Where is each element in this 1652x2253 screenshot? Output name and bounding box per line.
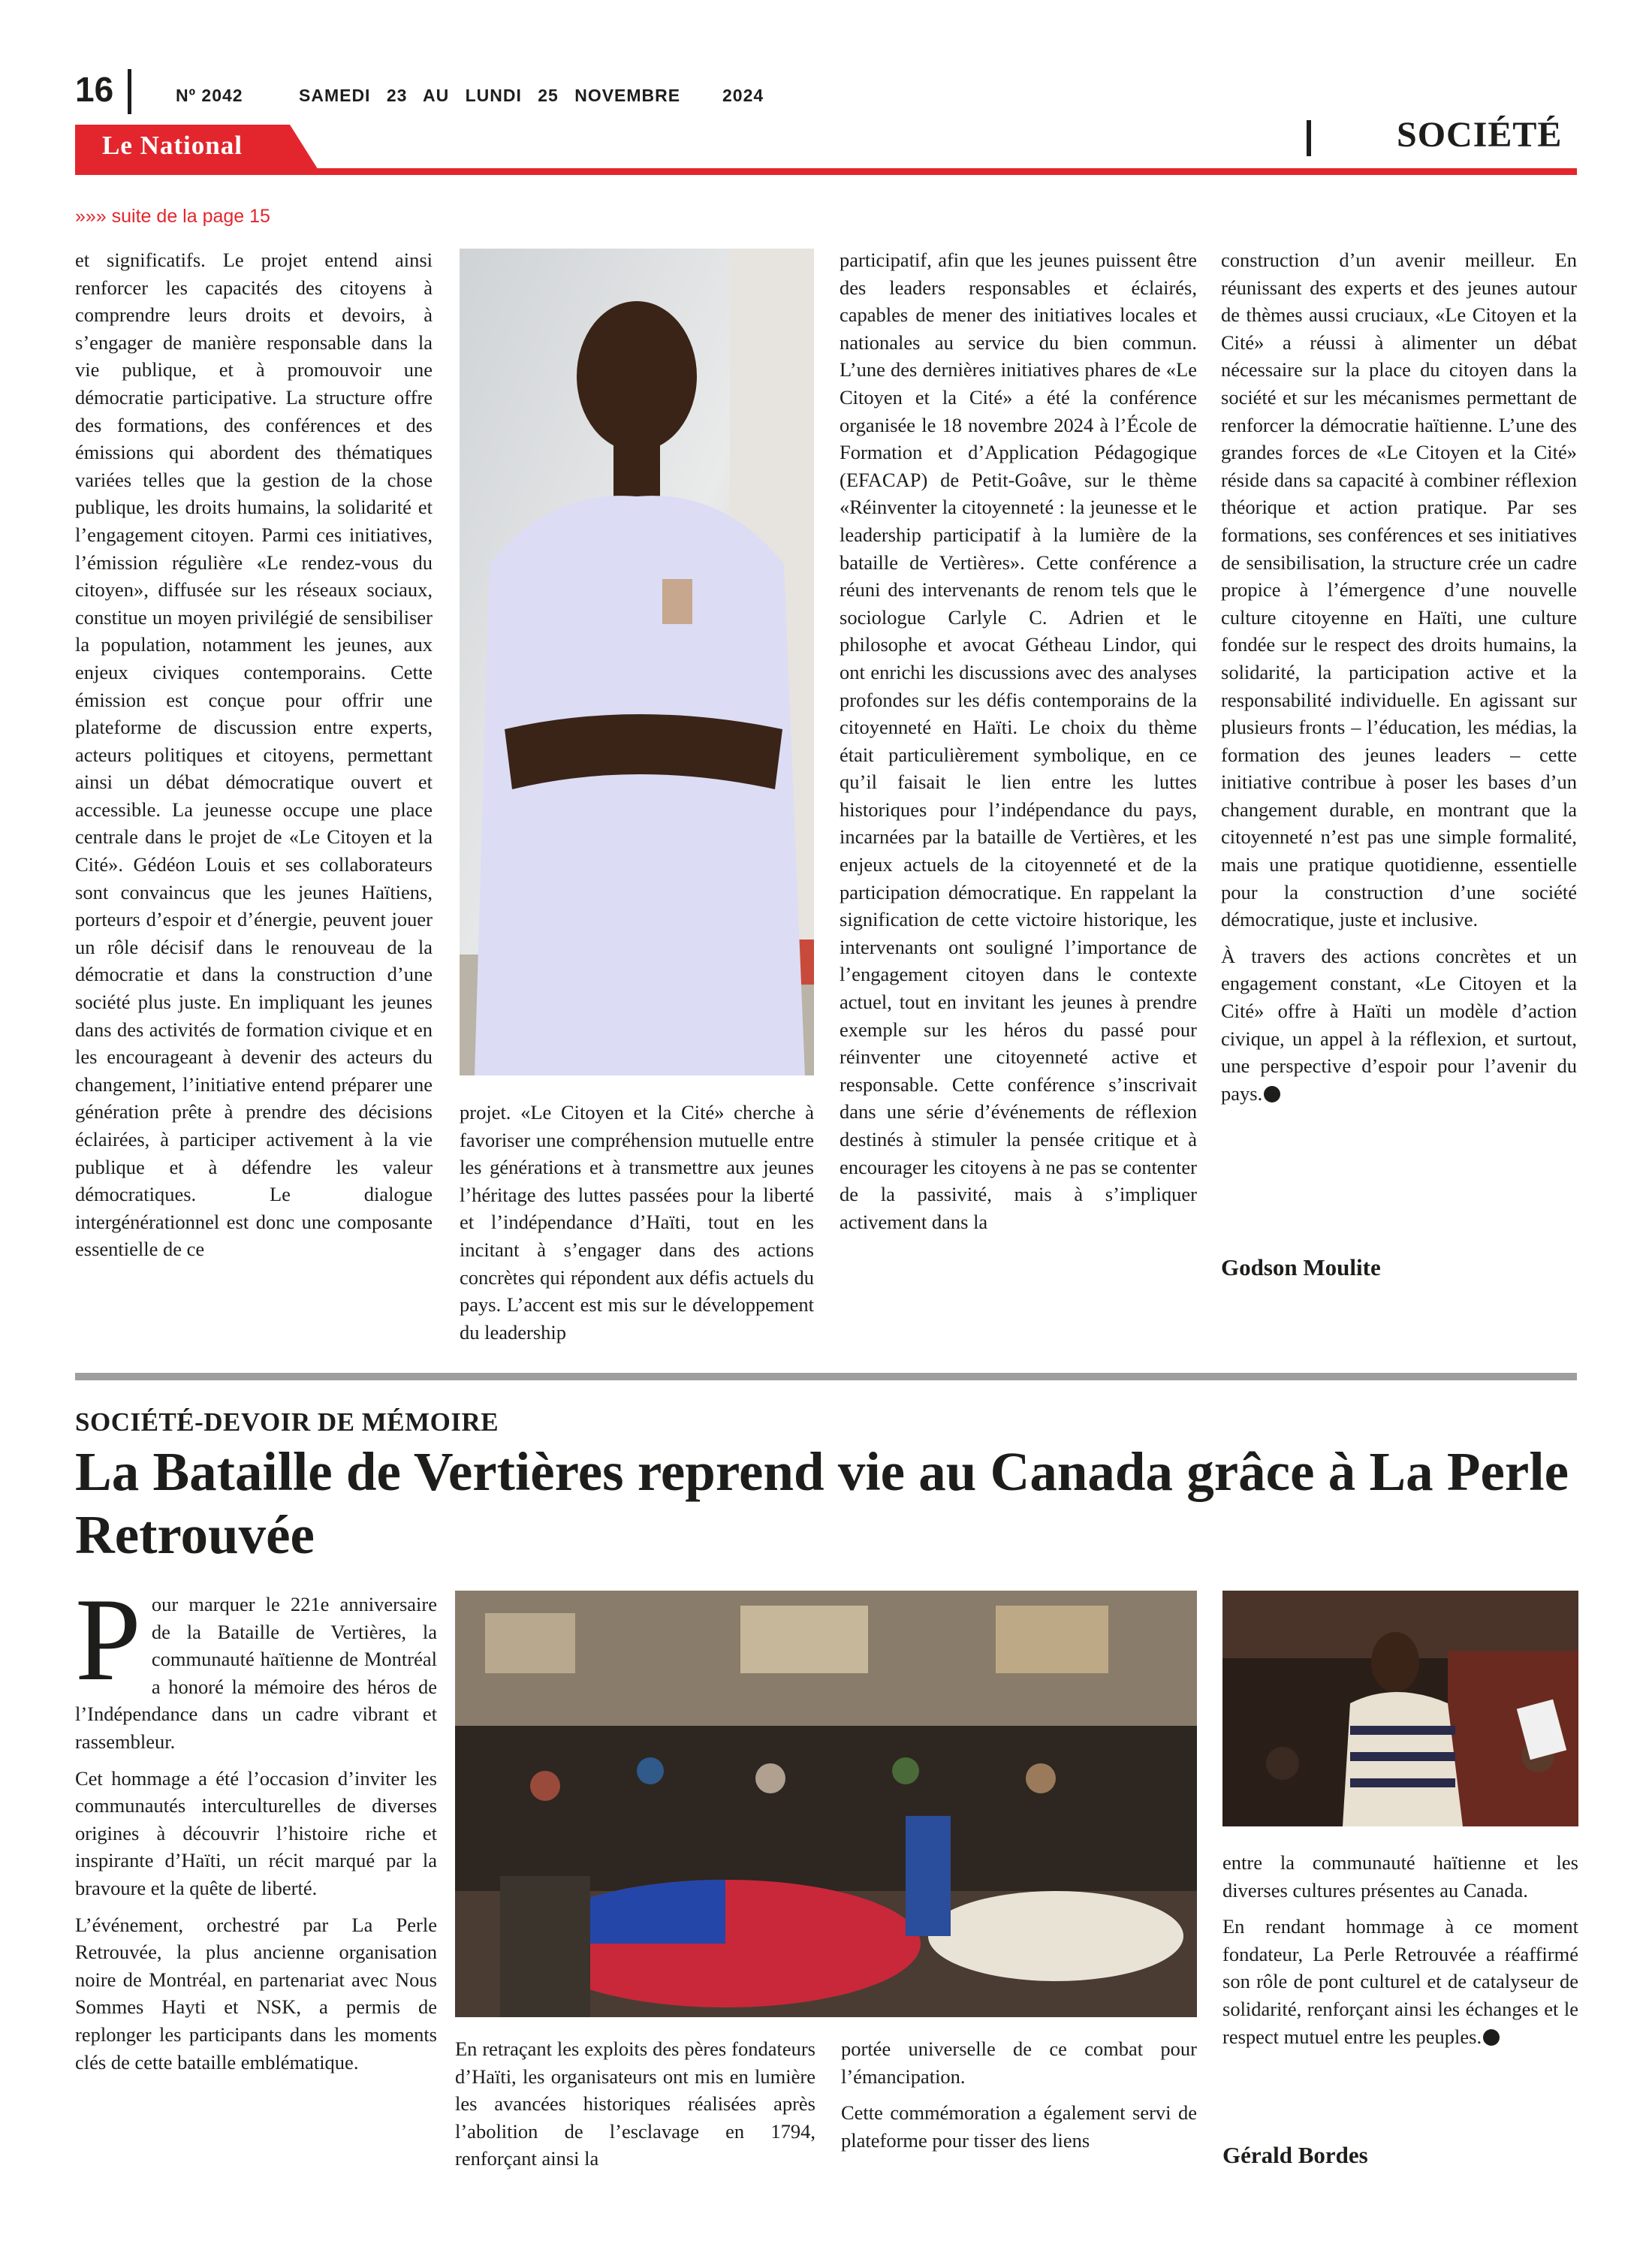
- paragraph: En retraçant les exploits des pères fondateurs d’Haïti, les organisateurs ont mis en lumière les avancées historiques réalisées après l’abolition de l’esclavage en 1794, renforçant ainsi la: [455, 2037, 815, 2170]
- article2-column-3: [841, 2035, 1197, 2178]
- article1-byline: Godson Moulite: [1221, 1254, 1381, 1280]
- paragraph: [1221, 943, 1577, 1108]
- speaker-photo: [1222, 1591, 1578, 1826]
- drop-cap: P: [75, 1591, 141, 1706]
- end-of-article-icon: [1264, 1086, 1280, 1102]
- paragraph: [75, 1591, 437, 1756]
- issue-number: Nº 2042: [176, 86, 243, 105]
- section-separator: [1307, 120, 1311, 156]
- article1-column-1: [75, 246, 433, 1350]
- article2-headline: La Bataille de Vertières reprend vie au Canada grâce à La Perle Retrouvée: [75, 1441, 1569, 1565]
- paragraph: et significatifs. Le projet entend ainsi renforcer les capacités des citoyens à comprendre leurs droits et devoirs, à s’engager de manière responsable dans la vie publique, et à promouvoir une démocratie participative. La structure offre des formations, des conférences et des émissions qui abordent des thématiques variées telles que la gestion de la chose publique, les droits humains, la solidarité et l’engagement citoyen. Parmi ces initiatives, l’émission régulière «Le rendez-vous du citoyen», diffusée sur les réseaux sociaux, constitue un moyen privilégié de sensibiliser la population, notamment les jeunes, aux enjeux civiques contemporains. Cette émission est conçue pour offrir une plateforme de discussion entre experts, acteurs politiques et citoyens, permettant ainsi un débat démocratique ouvert et accessible. La jeunesse occupe une place centrale dans le projet de «Le Citoyen et la Cité». Gédéon Louis et ses collaborateurs sont convaincus que les jeunes Haïtiens, porteurs d’espoir et d’énergie, peuvent jouer un rôle décisif dans le renouveau de la démocratie et dans la construction d’une société plus juste. En impliquant les jeunes dans des activités de formation civique et en les encourageant à devenir des acteurs du changement, l’initiative entend préparer une génération prête à prendre des décisions éclairées, à participer activement à la vie publique et à défendre les valeur démocratiques. Le dialogue intergénérationnel est donc une composante essentielle de ce: [75, 249, 433, 1261]
- paragraph: projet. «Le Citoyen et la Cité» cherche à favoriser une compréhension mutuelle entre les générations et à transmettre aux jeunes l’héritage des luttes passées pour la liberté et l’indépendance d’Haïti, tout en les incitant à s’engager dans des actions concrètes qui répondent aux défis actuels du pays. L’accent est mis sur le développement du leadership: [460, 1101, 814, 1344]
- article2-column-1: [75, 1591, 437, 2161]
- section-name: SOCIÉTÉ: [1397, 115, 1563, 155]
- header-red-rule: [75, 168, 1577, 175]
- paragraph-text: En rendant hommage à ce moment fondateur, La Perle Retrouvée a réaffirmé son rôle de pont culturel et de catalyseur de solidarité, renforçant ainsi les échanges et le respect mutuel entre les peuples.: [1222, 1915, 1578, 2048]
- paragraph: [1222, 1913, 1578, 2050]
- continued-from-label: »»» suite de la page 15: [75, 206, 270, 227]
- article2-kicker: SOCIÉTÉ-DEVOIR DE MÉMOIRE: [75, 1407, 499, 1437]
- article1-column-3: [840, 246, 1197, 1350]
- article-divider: [75, 1373, 1577, 1380]
- paragraph: participatif, afin que les jeunes puissent être des leaders responsables et éclairés, capables de mener des initiatives locales et nationales au service du bien commun. L’une des dernières initiatives phares de «Le Citoyen et la Cité» a été la conférence organisée le 18 novembre 2024 à l’École de Formation et d’Application Pédagogique (EFACAP) de Petit-Goâve, sur le thème «Réinventer la citoyenneté : la jeunesse et le leadership participatif à la lumière de la bataille de Vertières». Cette conférence a réuni des intervenants de renom tels que le sociologue Carlyle C. Adrien et le philosophe et avocat Gétheau Lindor, qui ont enrichi les discussions avec des analyses profondes sur les défis contemporains de la citoyenneté en Haïti. Le choix du thème était particulièrement symbolique, en ce qu’il faisait le lien entre les luttes historiques pour l’indépendance du pays, incarnées par la bataille de Vertières, et les enjeux actuels de la citoyenneté et de la participation démocratique. En rappelant la signification de cette victoire historique, les intervenants ont souligné l’importance de l’engagement citoyen dans le contexte actuel, tout en invitant les jeunes à prendre exemple sur les héros du passé pour réinventer une citoyenneté active et responsable. Cette conférence s’inscrivait dans une série d’événements de réflexion destinés à stimuler la pensée critique et à encourager les citoyens à ne pas se contenter de la passivité, mais à s’impliquer activement dans la: [840, 249, 1197, 1233]
- page-number-divider: [128, 69, 131, 114]
- issue-year: 2024: [722, 86, 764, 105]
- paragraph: Cette commémoration a également servi de plateforme pour tisser des liens: [841, 2101, 1197, 2152]
- paragraph-text: À travers des actions concrètes et un engagement constant, «Le Citoyen et la Cité» offre à Haïti un modèle d’action civique, un appel à la réflexion, et surtout, une perspective d’espoir pour l’avenir du pays.: [1221, 944, 1577, 1105]
- portrait-photo: [460, 249, 814, 1075]
- article2-column-2: [455, 2035, 815, 2178]
- article1-column-2: [460, 1099, 814, 1350]
- issue-date: SAMEDI 23 AU LUNDI 25 NOVEMBRE: [299, 86, 681, 105]
- paragraph-text: our marquer le 221e anniversaire de la Bataille de Vertières, la communauté haïtienne de Montréal a honoré la mémoire des héros de l’Indépendance dans un cadre vibrant et rassembleur.: [75, 1593, 437, 1753]
- end-of-article-icon: [1483, 2029, 1500, 2046]
- article2-column-4: [1222, 1849, 1578, 2097]
- paragraph: L’événement, orchestré par La Perle Retrouvée, la plus ancienne organisation noire de Montréal, en partenariat avec Nous Sommes Hayti et NSK, a permis de replonger les participants dans les moments clés de cette bataille emblématique.: [75, 1913, 437, 2074]
- paragraph: portée universelle de ce combat pour l’émancipation.: [841, 2037, 1197, 2088]
- event-hall-photo: [455, 1591, 1197, 2017]
- page-number: 16: [75, 70, 114, 109]
- paragraph: entre la communauté haïtienne et les diverses cultures présentes au Canada.: [1222, 1851, 1578, 1902]
- article2-byline: Gérald Bordes: [1222, 2142, 1368, 2168]
- newspaper-brand: Le National: [102, 131, 243, 160]
- paragraph: construction d’un avenir meilleur. En réunissant des experts et des jeunes autour de thèmes aussi cruciaux, «Le Citoyen et la Cité» a réussi à alimenter un débat nécessaire sur la place du citoyen dans la société et sur les mécanismes permettant de renforcer la démocratie haïtienne. L’une des grandes forces de «Le Citoyen et la Cité» réside dans sa capacité à combiner réflexion théorique et action pratique. Par ses formations, ses conférences et ses initiatives de sensibilisation, la structure crée un cadre propice à l’émergence d’une nouvelle culture citoyenne en Haïti, une culture fondée sur le respect des droits humains, la solidarité, la participation active et la responsabilité individuelle. En agissant sur plusieurs fronts – l’éducation, les médias, la formation des jeunes leaders – cette initiative contribue à poser les bases d’un changement durable, en montrant que la citoyenneté n’est pas une simple formalité, mais une pratique quotidienne, essentielle pour la construction d’une société démocratique, juste et inclusive.: [1221, 249, 1577, 931]
- article1-column-4: [1221, 246, 1577, 1193]
- paragraph: Cet hommage a été l’occasion d’inviter les communautés interculturelles de diverses origines à découvrir l’histoire riche et inspirante d’Haïti, un récit marqué par la bravoure et la quête de liberté.: [75, 1766, 437, 1899]
